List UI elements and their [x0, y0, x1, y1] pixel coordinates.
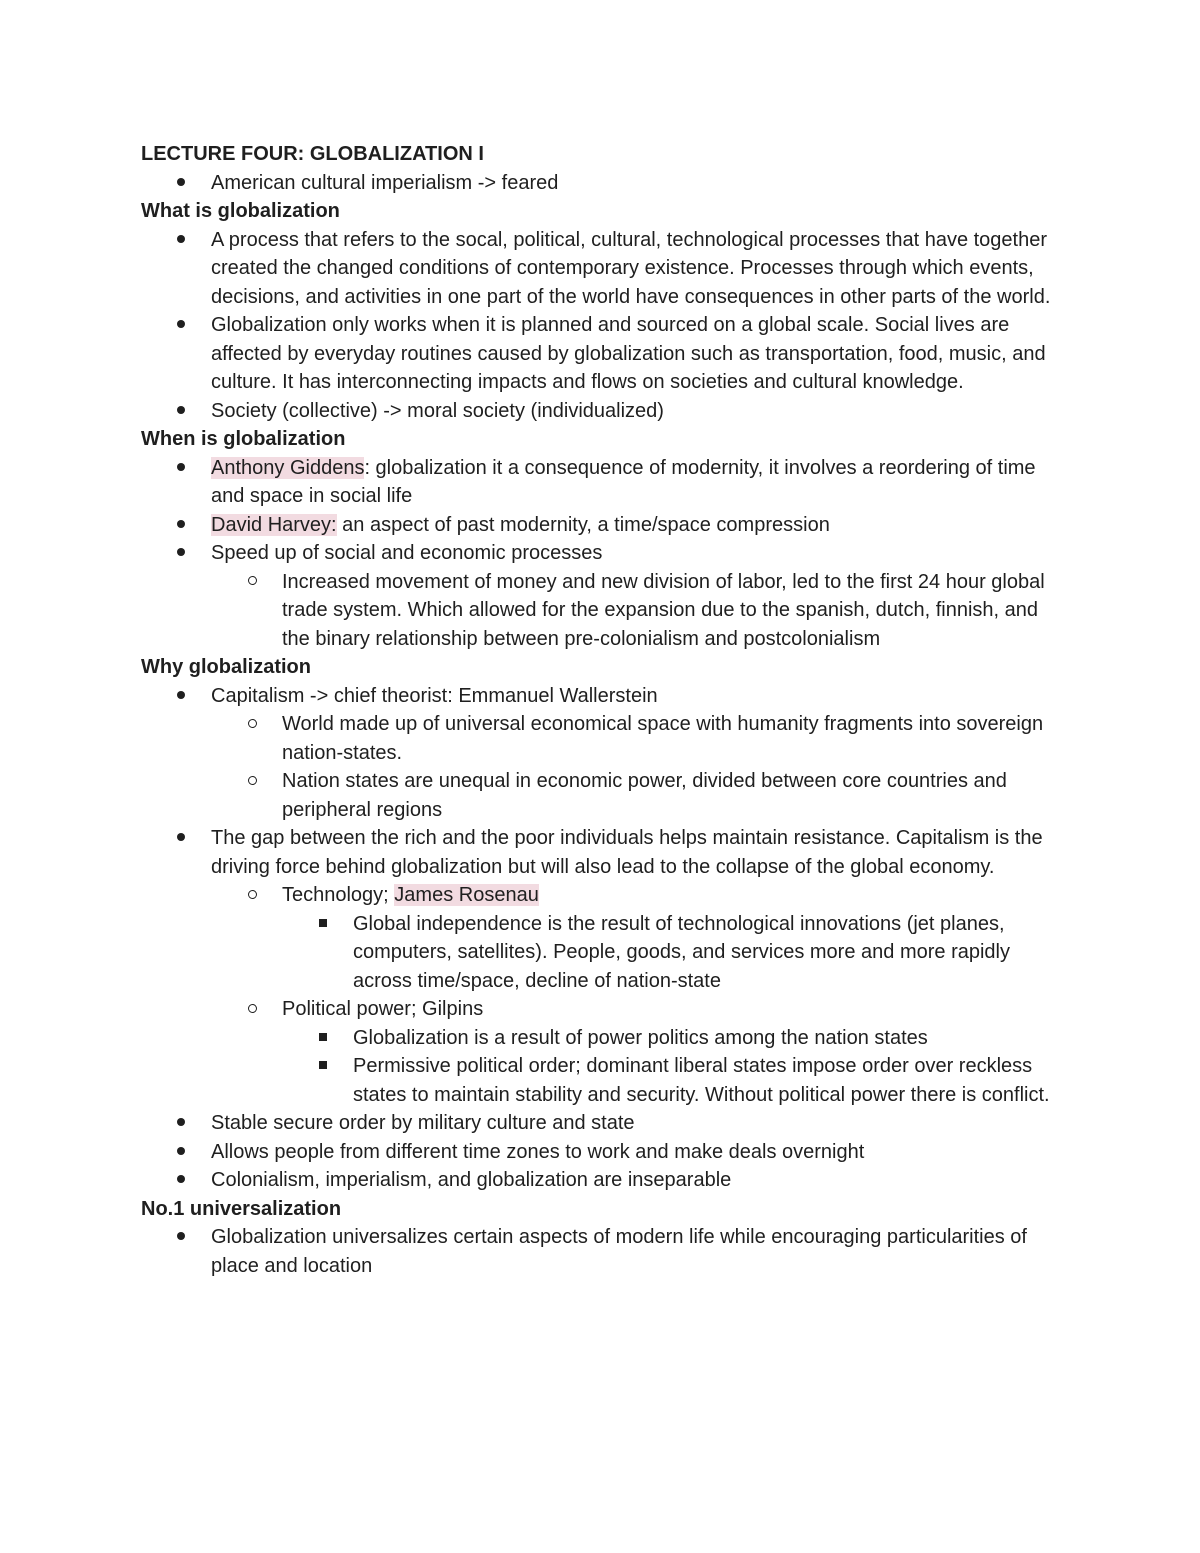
disc-bullet-icon: [171, 454, 191, 483]
disc-bullet-icon: [171, 311, 191, 340]
list-item: Colonialism, imperialism, and globalization are inseparable: [141, 1166, 1071, 1195]
list-item: Nation states are unequal in economic power, divided between core countries and peripheral regions: [141, 767, 1071, 824]
page-title: LECTURE FOUR: GLOBALIZATION I: [141, 143, 484, 165]
list-item: Political power; Gilpins: [141, 995, 1071, 1024]
list-item: Permissive political order; dominant liberal states impose order over reckless states to maintain stability and security. Without political power there is conflict.: [141, 1052, 1071, 1109]
list-item: Global independence is the result of technological innovations (jet planes, computers, satellites). People, goods, and services more and more rapidly across time/space, decline of nation-state: [141, 910, 1071, 996]
list-item: David Harvey: an aspect of past modernity, a time/space compression: [141, 511, 1071, 540]
what-list: [141, 226, 1071, 426]
section-heading-when: When is globalization: [141, 428, 346, 450]
disc-bullet-icon: [171, 1223, 191, 1252]
circle-bullet-icon: [242, 995, 262, 1024]
highlighted-name: David Harvey:: [211, 513, 337, 536]
list-item: Globalization is a result of power politics among the nation states: [141, 1024, 1071, 1053]
highlighted-name: Anthony Giddens: [211, 456, 365, 479]
list-item: Capitalism -> chief theorist: Emmanuel Wallerstein: [141, 682, 1071, 711]
list-item: The gap between the rich and the poor individuals helps maintain resistance. Capitalism is the driving force behind globalization but will also lead to the collapse of the global economy.: [141, 824, 1071, 881]
disc-bullet-icon: [171, 1138, 191, 1167]
disc-bullet-icon: [171, 397, 191, 426]
section-heading-why: Why globalization: [141, 656, 311, 678]
list-item: Stable secure order by military culture and state: [141, 1109, 1071, 1138]
disc-bullet-icon: [171, 682, 191, 711]
circle-bullet-icon: [242, 881, 262, 910]
square-bullet-icon: [313, 1024, 333, 1053]
list-item: Increased movement of money and new division of labor, led to the first 24 hour global trade system. Which allowed for the expansion due to the spanish, dutch, finnish, and the binary relationship between pre-colonialism and postcolonialism: [141, 568, 1071, 654]
why-list: [141, 682, 1071, 1195]
list-item: Technology; James Rosenau: [141, 881, 1071, 910]
list-item: World made up of universal economical space with humanity fragments into sovereign nation-states.: [141, 710, 1071, 767]
universal-list: [141, 1223, 1071, 1280]
disc-bullet-icon: [171, 169, 191, 198]
list-item: Allows people from different time zones to work and make deals overnight: [141, 1138, 1071, 1167]
disc-bullet-icon: [171, 1166, 191, 1195]
square-bullet-icon: [313, 910, 333, 939]
when-list: [141, 454, 1071, 654]
document-body: [141, 140, 1071, 1280]
square-bullet-icon: [313, 1052, 333, 1081]
circle-bullet-icon: [242, 568, 262, 597]
list-item: Anthony Giddens: globalization it a consequence of modernity, it involves a reordering of time and space in social life: [141, 454, 1071, 511]
intro-list: [141, 169, 1071, 198]
list-item: Speed up of social and economic processes: [141, 539, 1071, 568]
highlighted-name: James Rosenau: [394, 884, 539, 906]
disc-bullet-icon: [171, 539, 191, 568]
section-heading-what: What is globalization: [141, 200, 340, 222]
list-item: American cultural imperialism -> feared: [141, 169, 1071, 198]
disc-bullet-icon: [171, 511, 191, 540]
list-item: Globalization universalizes certain aspects of modern life while encouraging particularities of place and location: [141, 1223, 1071, 1280]
list-item: Globalization only works when it is planned and sourced on a global scale. Social lives are affected by everyday routines caused by globalization such as transportation, food, music, and culture. It has interconnecting impacts and flows on societies and cultural knowledge.: [141, 311, 1071, 397]
list-item: Society (collective) -> moral society (individualized): [141, 397, 1071, 426]
list-item: A process that refers to the socal, political, cultural, technological processes that have together created the changed conditions of contemporary existence. Processes through which events, decisions, and activities in one part of the world have consequences in other parts of the world.: [141, 226, 1071, 312]
circle-bullet-icon: [242, 710, 262, 739]
section-heading-universal: No.1 universalization: [141, 1197, 342, 1220]
disc-bullet-icon: [171, 1109, 191, 1138]
disc-bullet-icon: [171, 226, 191, 255]
circle-bullet-icon: [242, 767, 262, 796]
disc-bullet-icon: [171, 824, 191, 853]
